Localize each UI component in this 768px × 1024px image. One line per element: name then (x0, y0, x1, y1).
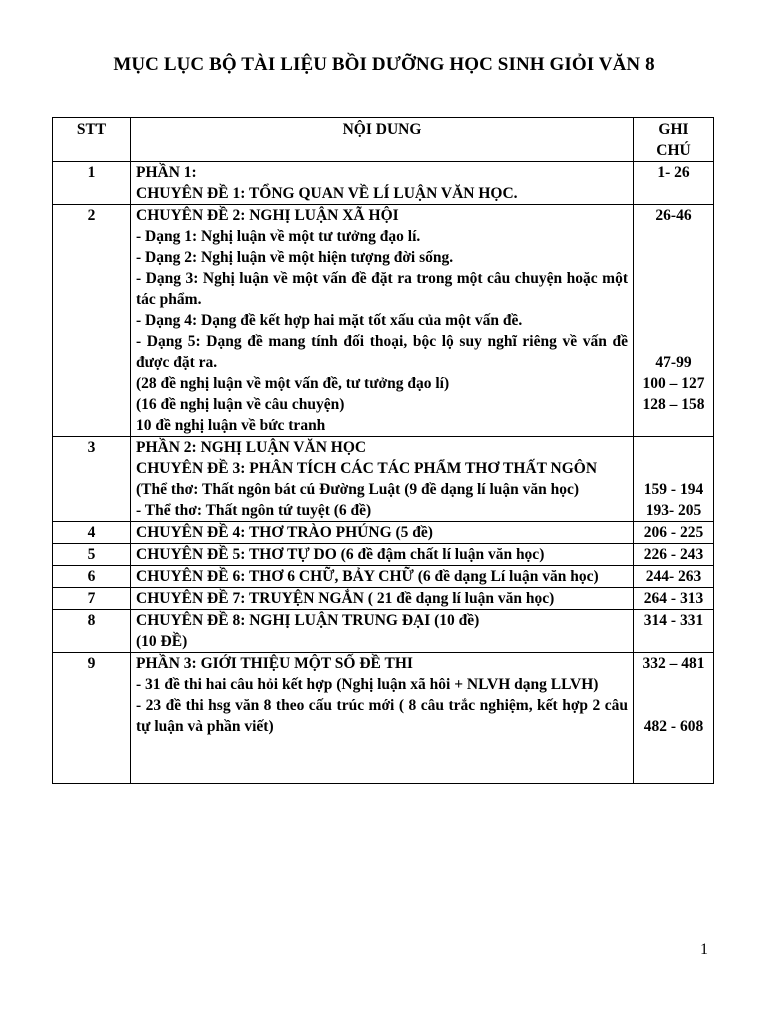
row-content (131, 610, 634, 653)
page-range: 226 - 243 (643, 546, 704, 563)
row-pages (634, 653, 714, 784)
page-range: 128 – 158 (642, 396, 705, 413)
content-line: 10 đề nghị luận về bức tranh (136, 417, 326, 434)
content-line: (16 đề nghị luận về câu chuyện) (136, 396, 345, 413)
row-pages (634, 437, 714, 522)
row-pages (634, 588, 714, 610)
content-line: - 23 đề thi hsg văn 8 theo cấu trúc mới ( 8 câu trắc nghiệm, kết hợp 2 câu tự luận và phần viết) (136, 697, 628, 735)
content-line: - Dạng 4: Dạng đề kết hợp hai mặt tốt xấu của một vấn đề. (136, 312, 523, 329)
table-row (53, 437, 714, 522)
row-stt: 4 (53, 522, 131, 544)
row-stt: 5 (53, 544, 131, 566)
page-range: 264 - 313 (643, 590, 704, 607)
content-line: CHUYÊN ĐỀ 1: TỔNG QUAN VỀ LÍ LUẬN VĂN HỌC. (136, 185, 518, 202)
row-pages (634, 544, 714, 566)
content-line: CHUYÊN ĐỀ 8: NGHỊ LUẬN TRUNG ĐẠI (10 đề) (136, 612, 480, 629)
content-line: - Dạng 1: Nghị luận về một tư tưởng đạo lí. (136, 228, 421, 245)
row-content (131, 566, 634, 588)
table-row (53, 205, 714, 437)
page-title: MỤC LỤC BỘ TÀI LIỆU BỒI DƯỠNG HỌC SINH GIỎI VĂN 8 (113, 54, 655, 75)
content-line: - Dạng 3: Nghị luận về một vấn đề đặt ra trong một câu chuyện hoặc một tác phẩm. (136, 270, 628, 308)
row-stt: 7 (53, 588, 131, 610)
content-line: CHUYÊN ĐỀ 2: NGHỊ LUẬN XÃ HỘI (136, 207, 399, 224)
row-stt: 6 (53, 566, 131, 588)
page-range: 1- 26 (657, 164, 690, 181)
page-range: 100 – 127 (642, 375, 705, 392)
content-line: PHẦN 1: (136, 164, 197, 181)
table-row (53, 162, 714, 205)
table-row (53, 522, 714, 544)
row-pages (634, 205, 714, 437)
content-line: CHUYÊN ĐỀ 5: THƠ TỰ DO (6 đề đậm chất lí luận văn học) (136, 546, 545, 563)
page-range: 332 – 481 (642, 655, 705, 672)
header-note (634, 118, 714, 162)
row-content (131, 588, 634, 610)
content-line: - Dạng 2: Nghị luận về một hiện tượng đời sống. (136, 249, 454, 266)
table-row (53, 653, 714, 784)
content-line: CHUYÊN ĐỀ 6: THƠ 6 CHỮ, BẢY CHỮ (6 đề dạng Lí luận văn học) (136, 568, 599, 585)
page-range: 314 - 331 (643, 612, 704, 629)
header-content: NỘI DUNG (131, 118, 634, 162)
content-line: CHUYÊN ĐỀ 3: PHÂN TÍCH CÁC TÁC PHẨM THƠ THẤT NGÔN (136, 460, 598, 477)
row-pages (634, 162, 714, 205)
table-header-row (53, 118, 714, 162)
header-stt: STT (53, 118, 131, 162)
content-line: (10 ĐỀ) (136, 633, 188, 650)
page-number: 1 (700, 941, 708, 958)
content-line: (28 đề nghị luận về một vấn đề, tư tưởng đạo lí) (136, 375, 450, 392)
page-range: 26-46 (655, 207, 692, 224)
content-line: (Thể thơ: Thất ngôn bát cú Đường Luật (9 đề dạng lí luận văn học) (136, 481, 580, 498)
table-row (53, 588, 714, 610)
row-pages (634, 566, 714, 588)
content-line: PHẦN 2: NGHỊ LUẬN VĂN HỌC (136, 439, 367, 456)
page-range: 206 - 225 (643, 524, 704, 541)
row-stt: 1 (53, 162, 131, 205)
content-line: - Thể thơ: Thất ngôn tứ tuyệt (6 đề) (136, 502, 372, 519)
table-row (53, 610, 714, 653)
row-content (131, 544, 634, 566)
page-range: 47-99 (655, 354, 692, 371)
content-line: - 31 đề thi hai câu hỏi kết hợp (Nghị luận xã hôi + NLVH dạng LLVH) (136, 676, 599, 693)
table-row (53, 544, 714, 566)
row-content (131, 522, 634, 544)
content-line: PHẦN 3: GIỚI THIỆU MỘT SỐ ĐỀ THI (136, 655, 413, 672)
content-line: CHUYÊN ĐỀ 4: THƠ TRÀO PHÚNG (5 đề) (136, 524, 433, 541)
page-range: 193- 205 (645, 502, 702, 519)
header-note-line2: CHÚ (656, 142, 691, 159)
row-content (131, 653, 634, 784)
table-row (53, 566, 714, 588)
row-pages (634, 610, 714, 653)
row-stt: 9 (53, 653, 131, 784)
page-range: 244- 263 (645, 568, 702, 585)
row-stt: 3 (53, 437, 131, 522)
row-content (131, 437, 634, 522)
content-line: - Dạng 5: Dạng đề mang tính đối thoại, bộc lộ suy nghĩ riêng về vấn đề được đặt ra. (136, 333, 628, 371)
header-note-line1: GHI (658, 121, 689, 138)
row-content (131, 162, 634, 205)
table-of-contents (52, 117, 714, 784)
row-content (131, 205, 634, 437)
page-range: 159 - 194 (643, 481, 704, 498)
row-stt: 2 (53, 205, 131, 437)
content-line: CHUYÊN ĐỀ 7: TRUYỆN NGẮN ( 21 đề dạng lí luận văn học) (136, 590, 555, 607)
page-range: 482 - 608 (643, 718, 704, 735)
row-stt: 8 (53, 610, 131, 653)
row-pages (634, 522, 714, 544)
